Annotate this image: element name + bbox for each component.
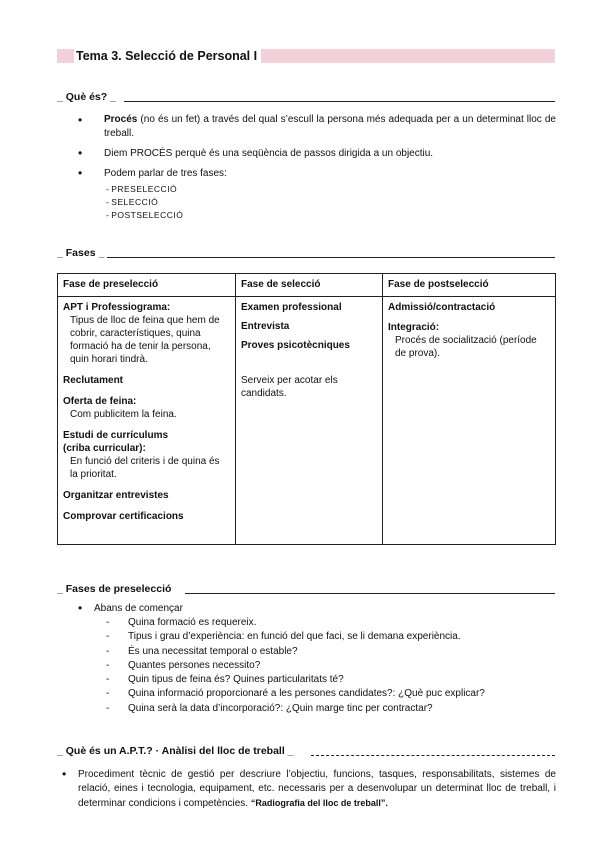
cell-title: Examen professional [241, 302, 342, 313]
apt-block [63, 301, 230, 366]
cell-title: Integració: [388, 322, 440, 333]
bullet-proces [104, 113, 556, 141]
list-item: - PRESELECCIÓ [106, 183, 183, 196]
apt-text: Procediment tècnic de gestió per descriure l’objectiu, funcions, tasques, responsabilitats, sistemes de relació, eines i tecnologia, equipament, etc. necessaris per a desenvolupar un determinat lloc de treball, i determinar condicions i competències. [78, 769, 556, 809]
list-item: - Quantes persones necessito? [110, 659, 485, 673]
bullet-lead: Procés [104, 114, 138, 125]
apt-paragraph [78, 768, 556, 811]
cell-title: (criba curricular): [63, 443, 146, 454]
section-heading-que-es [57, 91, 555, 104]
section-heading-preseleccio [57, 583, 555, 596]
table-header: Fase de preselecció [58, 274, 236, 297]
section-heading-apt [57, 745, 555, 758]
bullet-dot: • [78, 601, 83, 615]
cell-title: Admissió/contractació [388, 302, 496, 313]
bullet-abans: Abans de començar [94, 603, 183, 614]
list-item: - POSTSELECCIÓ [106, 209, 183, 222]
bullet-diem: Diem PROCÉS perquè és una seqüència de passos dirigida a un objectiu. [104, 148, 434, 159]
cell-title: Proves psicotècniques [241, 340, 350, 351]
estudi-block [63, 429, 230, 481]
cell-title: Organitzar entrevistes [63, 490, 169, 501]
cell-title: Reclutament [63, 375, 124, 386]
cell-text: En funció del criteris i de quina és la prioritat. [70, 456, 220, 480]
list-item: - Quina formació es requereix. [110, 616, 485, 630]
heading-rule [311, 755, 555, 756]
bullet-dot: • [78, 113, 83, 127]
oferta-block [63, 395, 230, 421]
list-item: - Quin tipus de feina és? Quines particularitats té? [110, 673, 485, 687]
bullet-dot: • [78, 146, 83, 160]
list-item: - Quina informació proporcionaré a les persones candidates?: ¿Què puc explicar? [110, 687, 485, 701]
cell-text: Tipus de lloc de feina que hem de cobrir, característiques, quina formació ha de tenir la persona, quin horari tindrà. [70, 315, 220, 365]
list-item: - És una necessitat temporal o estable? [110, 645, 485, 659]
list-item: - Tipus i grau d’experiència: en funció del que faci, se li demana experiència. [110, 630, 485, 644]
bullet-tres-fases: Podem parlar de tres fases: [104, 168, 227, 179]
table-header: Fase de selecció [236, 274, 383, 297]
cell-text: Procés de socialització (període de prova). [395, 335, 537, 359]
cell-title: Comprovar certificacions [63, 511, 184, 522]
table-cell-seleccio [236, 297, 383, 545]
cell-text: Serveix per acotar els candidats. [241, 375, 338, 399]
questions-list [110, 616, 485, 716]
phases-table [57, 273, 556, 545]
heading-rule [185, 593, 555, 594]
cell-title: APT i Professiograma: [63, 302, 171, 313]
cell-title: Oferta de feina: [63, 396, 137, 407]
section-heading-text: _ Fases _ [57, 247, 105, 259]
table-cell-postseleccio [383, 297, 556, 545]
list-item: - SELECCIÓ [106, 196, 183, 209]
bullet-dot: • [78, 166, 83, 180]
cell-title: Estudi de currículums [63, 430, 169, 441]
apt-tag: “Radiografia del lloc de treball”. [250, 798, 388, 808]
page-title: Tema 3. Selecció de Personal I [74, 48, 261, 64]
section-heading-fases [57, 247, 555, 260]
list-item: - Quina serà la data d’incorporació?: ¿Quin marge tinc per contractar? [110, 702, 485, 716]
section-heading-text: _ Què és un A.P.T.? · Anàlisi del lloc de treball _ [57, 745, 294, 757]
heading-rule [107, 257, 555, 258]
section-heading-text: _ Què és? _ [57, 91, 116, 103]
table-cell-preseleccio [58, 297, 236, 545]
cell-title: Entrevista [241, 321, 290, 332]
bullet-dot: • [62, 767, 67, 781]
section-heading-text: _ Fases de preselecció [57, 583, 172, 595]
bullet-text: (no és un fet) a través del qual s’escull la persona més adequada per a un determinat lloc de treball. [104, 114, 556, 139]
heading-rule [124, 101, 555, 102]
cell-text: Com publicitem la feina. [70, 409, 177, 420]
phases-list [106, 183, 183, 222]
table-header: Fase de postselecció [383, 274, 556, 297]
